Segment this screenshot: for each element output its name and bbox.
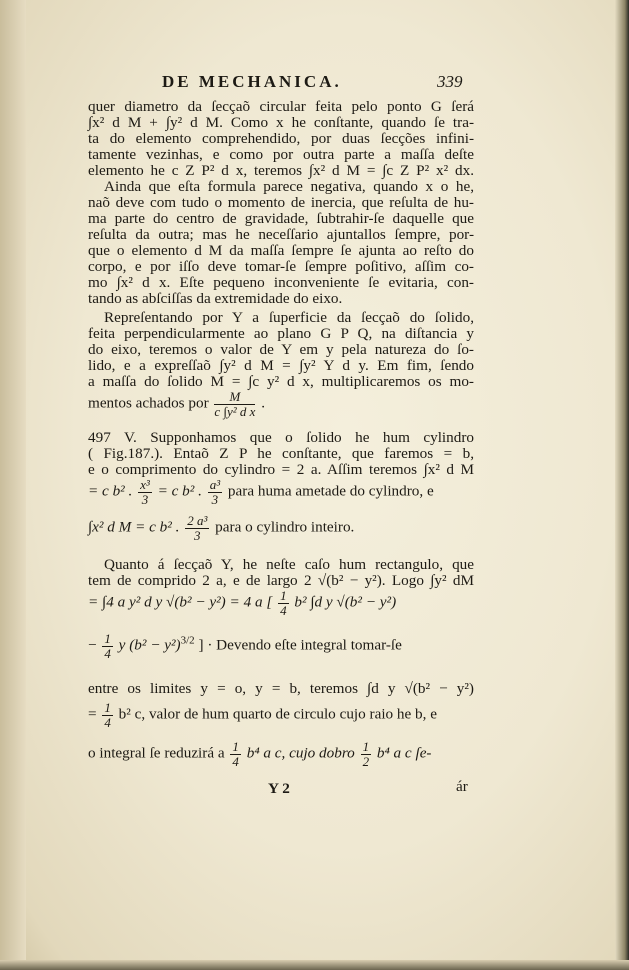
page-edge — [615, 0, 629, 970]
catchword: ár — [456, 778, 468, 795]
text-line: mo ∫x² d x. Eſte pequeno inconveniente ſe evitaria, con- — [88, 274, 474, 291]
signature-mark: Y 2 — [268, 780, 290, 797]
text-line: reſulta da outra; mas he neceſſario ajuntallos ſempre, por- — [88, 226, 474, 243]
denominator: 2 — [362, 753, 370, 769]
denominator: c ∫y² d x — [214, 403, 256, 419]
text-line: Quanto á ſecçaõ Y, he neſte caſo hum rectangulo, que — [104, 556, 474, 573]
formula-line — [88, 589, 396, 617]
text-line: ma parte do centro de gravidade, ſubtrahir-ſe daquelle que — [88, 210, 474, 227]
text-line: ta do elemento comprehendido, por duas ſecções infini- — [88, 130, 474, 147]
text-line: naõ deve com tudo o momento de inercia, que reſulta de hu- — [88, 194, 474, 211]
text: = c b² . — [88, 482, 133, 500]
text: = — [88, 705, 97, 723]
text-line: e o comprimento do cylindro = 2 a. Aſſim teremos ∫x² d M — [88, 461, 474, 478]
text: ∫x² d M = c b² . — [88, 518, 180, 536]
text-line: Ainda que eſta formula parece negativa, quando x o he, — [104, 178, 474, 195]
text-line: quer diametro da ſecçaõ circular feita pelo ponto G ſerá — [88, 98, 474, 115]
denominator: 3 — [141, 491, 149, 507]
formula-line — [88, 740, 432, 768]
text-line: ( Fig.187.). Entaõ Z P he conſtante, que faremos = b, — [88, 445, 474, 462]
text-line: lido, e a expreſſaõ ∫y² d M = ∫y² Y d y. Em fim, ſendo — [88, 357, 474, 374]
text: b⁴ a c ſe- — [376, 744, 432, 762]
text: b⁴ a c, cujo dobro — [246, 744, 355, 762]
text-line: tamente vezinhas, e como por outra parte a maſſa deſte — [88, 146, 474, 163]
text: = c b² . — [157, 482, 202, 500]
text: o integral ſe reduzirá a — [88, 744, 225, 762]
fraction — [102, 701, 113, 729]
numerator: 1 — [280, 588, 287, 603]
page-bottom-edge — [0, 960, 629, 970]
fraction — [361, 740, 372, 768]
numerator: 1 — [362, 739, 370, 754]
denominator: 4 — [232, 753, 239, 769]
numerator: a³ — [209, 477, 221, 492]
fraction — [185, 514, 209, 542]
numerator: 2 a³ — [187, 513, 208, 528]
text-line: tem de comprido 2 a, e de largo 2 √(b² − y²). Logo ∫y² dM — [88, 572, 474, 589]
denominator: 3 — [194, 527, 201, 543]
text: para o cylindro inteiro. — [215, 518, 355, 536]
numerator: 1 — [104, 631, 111, 646]
text-line: corpo, e por iſſo deve tomar-ſe ſempre poſitivo, aſſim co- — [88, 258, 474, 275]
text-line: que o elemento d M da maſſa ſempre ſe ajunta ao reſto do — [88, 242, 474, 259]
fraction — [102, 632, 113, 660]
denominator: 4 — [104, 714, 111, 730]
running-header: DE MECHANICA. — [162, 72, 342, 91]
text-line: tando as abſciſſas da extremidade do eixo. — [88, 290, 343, 307]
fraction — [278, 589, 289, 617]
text: ] · Devendo eſte integral tomar-ſe — [198, 636, 402, 654]
fraction — [138, 478, 152, 506]
text: para huma ametade do cylindro, e — [227, 482, 434, 500]
text: b² ∫d y √(b² − y²) — [294, 593, 397, 611]
text: = ∫4 a y² d y √(b² − y²) = 4 a [ — [88, 593, 273, 611]
text-line: Repreſentando por Y a ſuperficie da ſecçaõ do ſolido, — [104, 309, 474, 326]
text-line: feita perpendicularmente ao plano G P Q, na diſtancia y — [88, 325, 474, 342]
fraction — [214, 390, 255, 418]
formula-line — [88, 478, 434, 506]
formula-line — [88, 632, 402, 660]
formula-line — [88, 390, 265, 418]
text: − — [88, 636, 97, 654]
text: b² c, valor de hum quarto de circulo cujo raio he b, e — [118, 705, 437, 723]
text-line: ∫x² d M + ∫y² d M. Como x he conſtante, quando ſe tra- — [88, 114, 474, 131]
denominator: 4 — [104, 645, 111, 661]
page-gutter — [0, 0, 26, 970]
formula-line — [88, 514, 354, 542]
numerator: x³ — [140, 477, 150, 492]
numerator: 1 — [232, 739, 239, 754]
text-line: a maſſa do ſolido M = ∫c y² d x, multiplicaremos os mo- — [88, 373, 474, 390]
text-line: do eixo, teremos o valor de Y em y pela natureza do ſo- — [88, 341, 474, 358]
text-line: 497 V. Supponhamos que o ſolido he hum cylindro — [88, 429, 474, 446]
text-line: elemento he c Z P² d x, teremos ∫x² d M = ∫c Z P² x² dx. — [88, 162, 474, 179]
fraction — [230, 740, 241, 768]
denominator: 4 — [280, 602, 287, 618]
text-line: entre os limites y = o, y = b, teremos ∫d y √(b² − y²) — [88, 680, 474, 697]
page-number: 339 — [437, 72, 463, 91]
text: . — [261, 394, 266, 412]
fraction — [208, 478, 222, 506]
denominator: 3 — [211, 491, 219, 507]
numerator: M — [214, 390, 255, 405]
formula-line — [88, 701, 437, 729]
text: mentos achados por — [88, 394, 209, 412]
numerator: 1 — [104, 700, 111, 715]
exponent: 3/2 — [180, 634, 195, 647]
text: y (b² − y²) — [118, 636, 181, 654]
